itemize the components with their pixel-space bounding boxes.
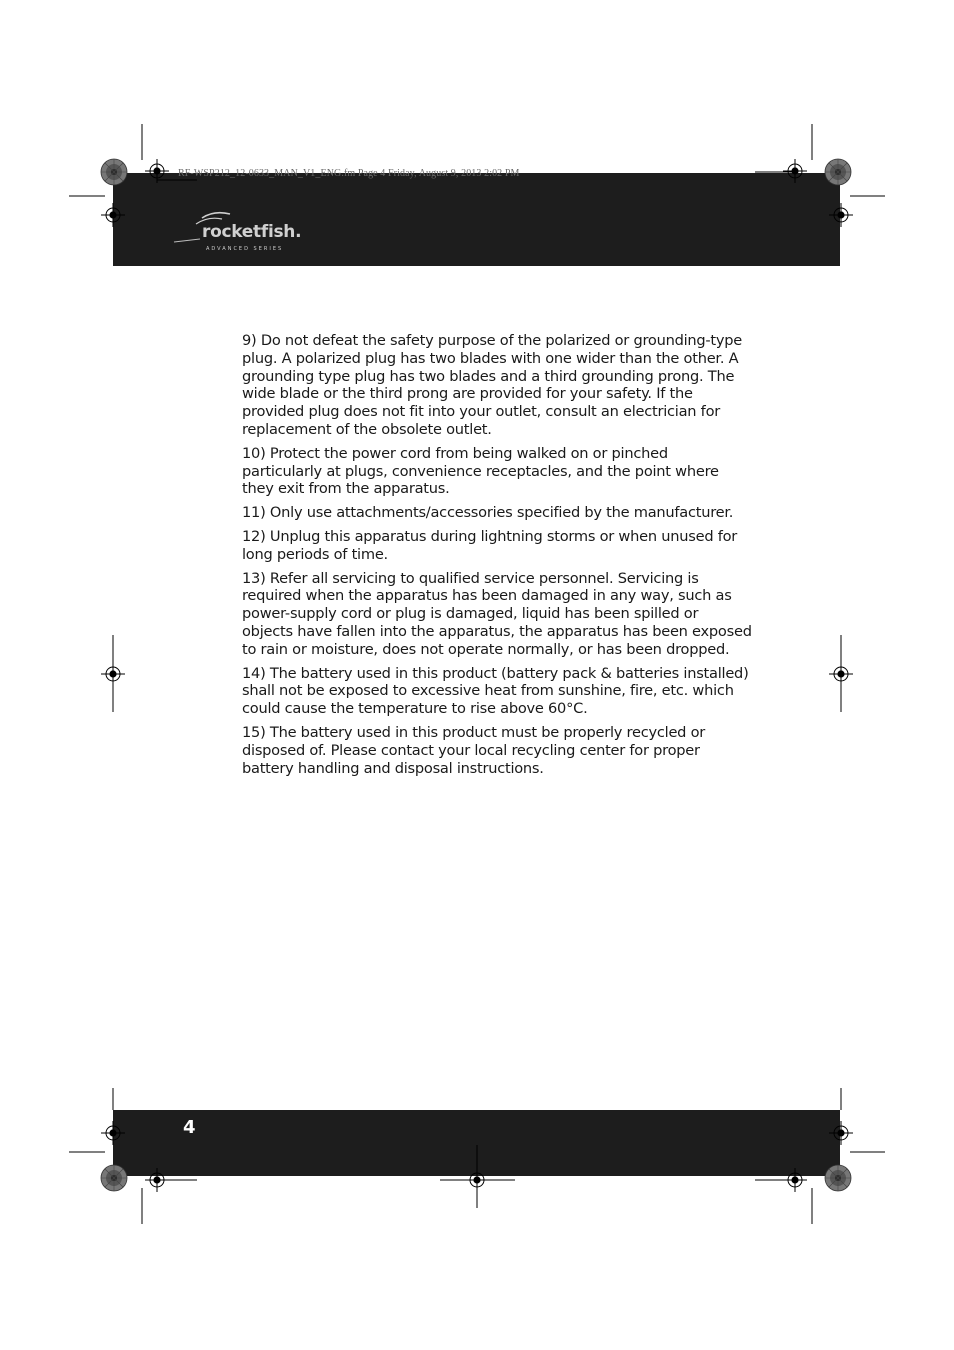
safety-instructions (242, 332, 752, 783)
footer-band (113, 1110, 840, 1176)
instruction-item: 14) The battery used in this product (battery pack & batteries installed) shall not be exposed to excessive heat from sunshine, fire, etc. which could cause the temperature to rise above 60°C. (242, 664, 749, 718)
instruction-item: 12) Unplug this apparatus during lightning storms or when unused for long periods of time. (242, 527, 738, 563)
page-number: 4 (183, 1117, 196, 1138)
rocketfish-logo (172, 208, 312, 256)
instruction-item: 11) Only use attachments/accessories specified by the manufacturer. (242, 504, 734, 522)
logo-series: ADVANCED SERIES (206, 246, 284, 252)
instruction-item: 15) The battery used in this product must be properly recycled or disposed of. Please contact your local recycling center for proper battery handling and disposal instructions. (242, 723, 706, 777)
logo-wordmark: rocketfish. (202, 222, 302, 242)
print-slug: RF-WSP212_12-0633_MAN_V1_ENG.fm Page 4 Friday, August 9, 2013 2:02 PM (178, 168, 520, 179)
instruction-item: 9) Do not defeat the safety purpose of the polarized or grounding-type plug. A polarized plug has two blades with one wider than the other. A grounding type plug has two blades and a third grounding prong. The wide blade or the third prong are provided for your safety. If the provided plug does not fit into your outlet, consult an electrician for replacement of the obsolete outlet. (242, 332, 743, 438)
instruction-item: 13) Refer all servicing to qualified service personnel. Servicing is required when the apparatus has been damaged in any way, such as power-supply cord or plug is damaged, liquid has been spilled or objects have fallen into the apparatus, the apparatus has been exposed to rain or moisture, does not operate normally, or has been dropped. (242, 569, 752, 658)
instruction-item: 10) Protect the power cord from being walked on or pinched particularly at plugs, convenience receptacles, and the point where they exit from the apparatus. (242, 444, 719, 498)
